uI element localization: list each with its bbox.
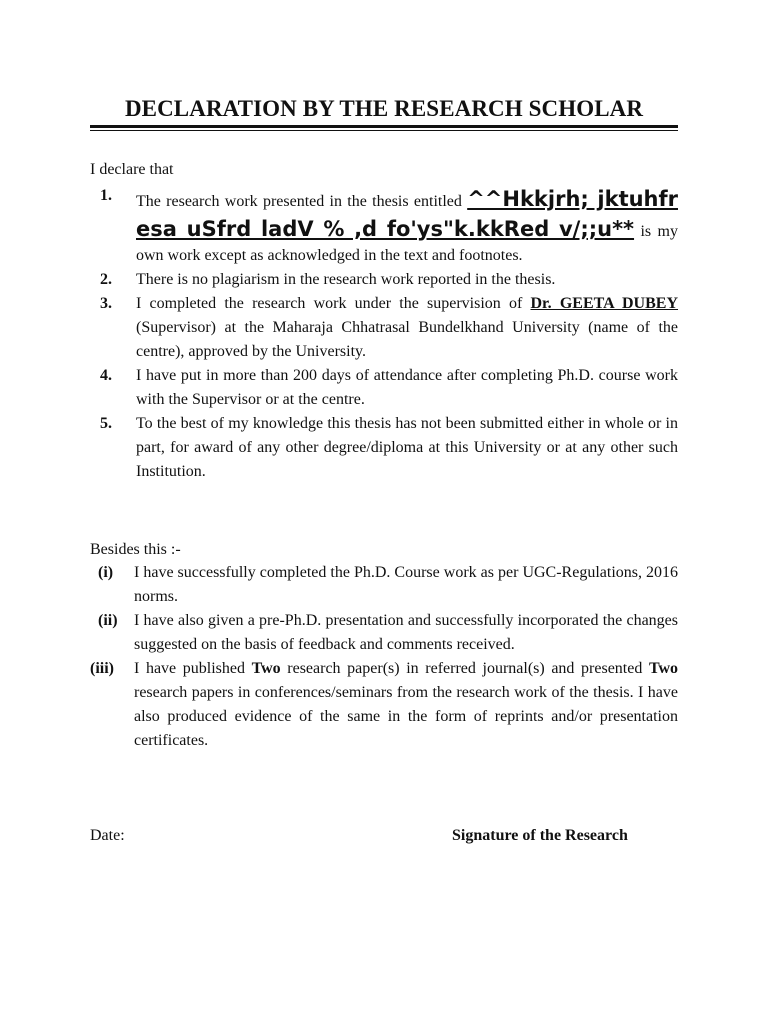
item-text: I have put in more than 200 days of attendance after completing Ph.D. course work with the Supervisor or at the centre.: [136, 367, 678, 408]
supervisor-name: Dr. GEETA DUBEY: [530, 295, 679, 312]
item-text: research papers in conferences/seminars from the research work of the thesis. I have also produced evidence of the same in the form of reprints and/or presentation certificates.: [134, 684, 678, 749]
item-number: 4.: [100, 367, 112, 384]
item-number: (iii): [90, 660, 114, 677]
item-number: 3.: [100, 295, 112, 312]
declaration-item-1: [90, 184, 678, 268]
intro-text: I declare that: [90, 161, 174, 178]
paper-count: Two: [251, 660, 281, 677]
declaration-item-3: [90, 292, 678, 364]
besides-item-i: [90, 561, 678, 609]
date-label: Date:: [90, 827, 125, 844]
title-underline-thick: [90, 125, 678, 128]
declaration-item-4: [90, 364, 678, 412]
declaration-item-2: [90, 268, 678, 292]
declaration-item-5: [90, 412, 678, 484]
declaration-list: [90, 184, 678, 484]
item-text: I completed the research work under the supervision of: [136, 295, 531, 312]
title-underline-thin: [90, 130, 678, 131]
besides-list: [90, 561, 678, 753]
item-number: 5.: [100, 415, 112, 432]
item-number: (i): [98, 564, 114, 581]
thesis-title: ^^Hkkjrh; jktuhfr esa uSfrd ladV % ,d fo'ys"k.kkRed v/;;u**: [136, 187, 678, 241]
besides-item-ii: [90, 609, 678, 657]
item-number: 1.: [100, 187, 112, 204]
besides-heading: Besides this :-: [90, 541, 181, 558]
besides-item-iii: [90, 657, 678, 753]
item-text: I have also given a pre-Ph.D. presentation and successfully incorporated the changes suggested on the basis of feedback and comments received.: [134, 612, 678, 653]
item-text: research paper(s) in referred journal(s) and presented: [280, 660, 649, 677]
conference-count: Two: [648, 660, 679, 677]
item-text: (Supervisor) at the Maharaja Chhatrasal Bundelkhand University (name of the centre), approved by the University.: [136, 319, 678, 360]
item-text: The research work presented in the thesis entitled: [136, 193, 468, 210]
item-text: I have published: [134, 660, 252, 677]
signature-label: Signature of the Research: [452, 827, 628, 844]
item-number: 2.: [100, 271, 112, 288]
item-text: I have successfully completed the Ph.D. Course work as per UGC-Regulations, 2016 norms.: [134, 564, 678, 605]
item-number: (ii): [98, 612, 118, 629]
item-text: To the best of my knowledge this thesis has not been submitted either in whole or in part, for award of any other degree/diploma at this University or at any other such Institution.: [136, 415, 678, 480]
page-title: DECLARATION BY THE RESEARCH SCHOLAR: [124, 96, 644, 121]
item-text: is my own work except as acknowledged in the text and footnotes.: [136, 223, 678, 264]
item-text: There is no plagiarism in the research work reported in the thesis.: [136, 271, 556, 288]
